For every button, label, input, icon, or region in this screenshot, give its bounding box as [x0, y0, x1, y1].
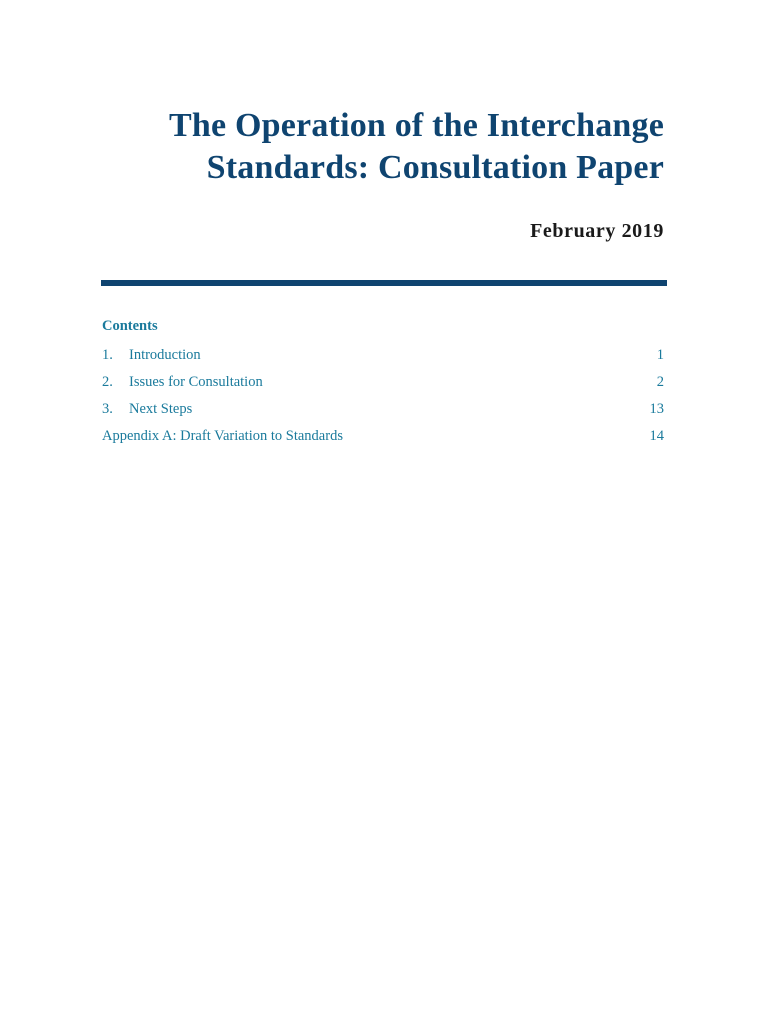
contents-heading: Contents [102, 318, 158, 334]
table-of-contents [102, 316, 666, 453]
toc-item-page[interactable]: 2 [656, 374, 664, 390]
toc-item-next-steps[interactable] [102, 399, 666, 426]
title-block [100, 105, 664, 189]
toc-item-label[interactable]: Issues for Consultation [129, 374, 263, 390]
title-line-2: Standards: Consultation Paper [206, 149, 664, 186]
toc-item-page[interactable]: 14 [649, 428, 664, 444]
toc-item-appendix-a[interactable] [102, 426, 666, 453]
toc-item-issues-for-consultation[interactable] [102, 372, 666, 399]
toc-item-number: 3. [102, 401, 113, 417]
toc-item-page[interactable]: 1 [656, 347, 664, 363]
toc-item-introduction[interactable] [102, 345, 666, 372]
toc-item-page[interactable]: 13 [649, 401, 664, 417]
toc-item-number: 1. [102, 347, 113, 363]
toc-item-label[interactable]: Appendix A: Draft Variation to Standards [102, 428, 343, 444]
toc-item-label[interactable]: Next Steps [129, 401, 193, 417]
document-title [100, 105, 664, 189]
title-line-1: The Operation of the Interchange [169, 107, 664, 144]
toc-item-number: 2. [102, 374, 113, 390]
toc-item-label[interactable]: Introduction [129, 347, 201, 363]
header-divider [101, 280, 667, 286]
document-date: February 2019 [530, 220, 664, 242]
